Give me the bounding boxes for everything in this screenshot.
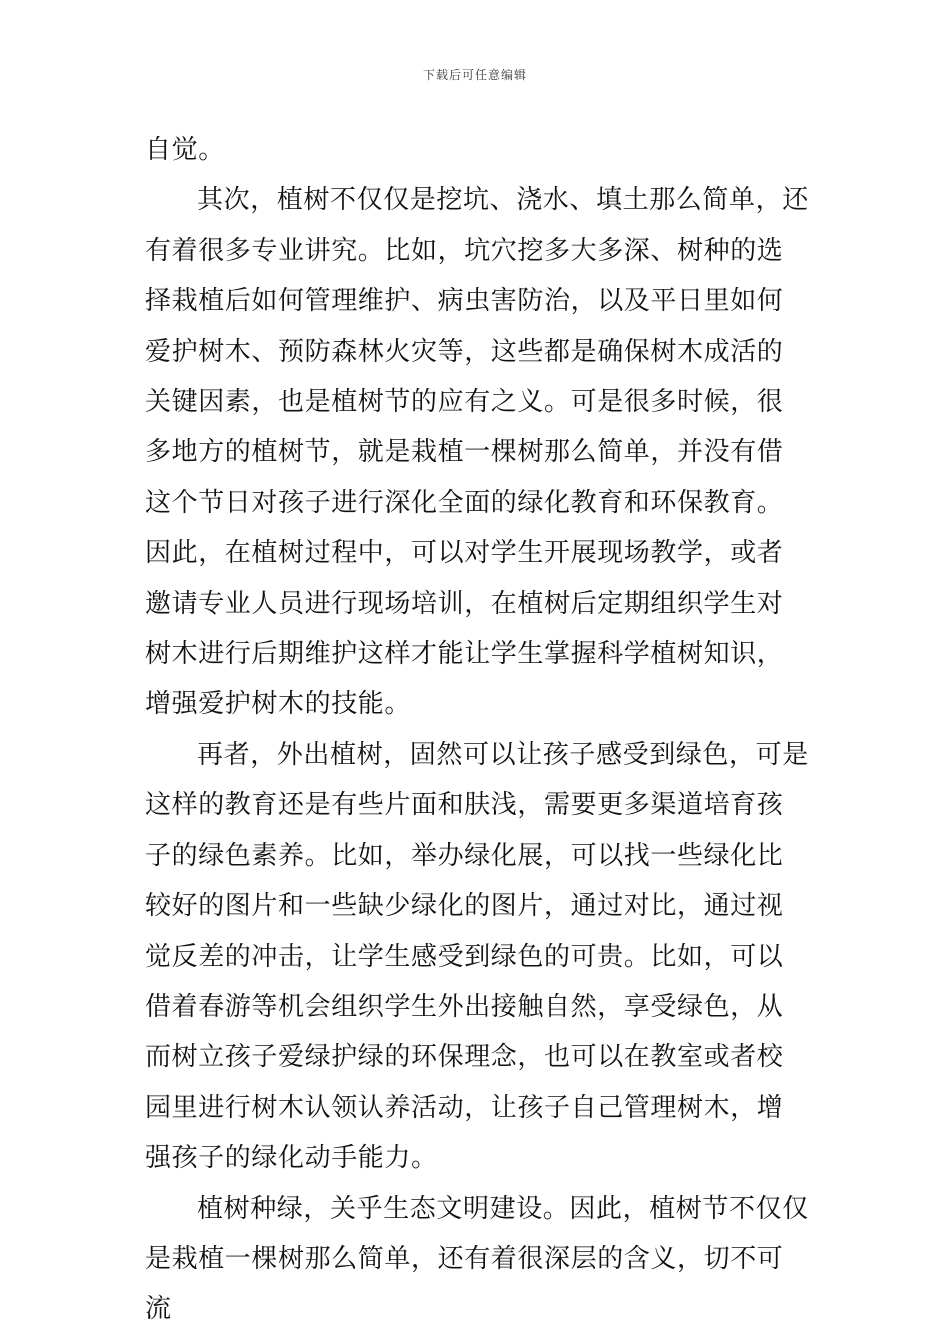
paragraph-1: 自觉。 — [145, 135, 225, 165]
document-body — [145, 125, 809, 1335]
page-header: 下载后可任意编辑 — [422, 68, 527, 82]
paragraph-4: 植树种绿，关乎生态文明建设。因此，植树节不仅仅是栽植一棵树那么简单，还有着很深层的含义，切不可流 — [145, 1193, 809, 1325]
paragraph-3: 再者，外出植树，固然可以让孩子感受到绿色，可是这样的教育还是有些片面和肤浅，需要更多渠道培育孩子的绿色素养。比如，举办绿化展，可以找一些绿化比较好的图片和一些缺少绿化的图片，通过对比，通过视觉反差的冲击，让学生感受到绿色的可贵。比如，可以借着春游等机会组织学生外出接触自然，享受绿色，从而树立孩子爱绿护绿的环保理念，也可以在教室或者校园里进行树木认领认养活动，让孩子自己管理树木，增强孩子的绿化动手能力。 — [145, 739, 809, 1174]
paragraph-2: 其次，植树不仅仅是挖坑、浇水、填土那么简单，还有着很多专业讲究。比如，坑穴挖多大多深、树种的选择栽植后如何管理维护、病虫害防治，以及平日里如何爱护树木、预防森林火灾等，这些都是确保树木成活的关键因素，也是植树节的应有之义。可是很多时候，很多地方的植树节，就是栽植一棵树那么简单，并没有借这个节日对孩子进行深化全面的绿化教育和环保教育。因此，在植树过程中，可以对学生开展现场教学，或者邀请专业人员进行现场培训，在植树后定期组织学生对树木进行后期维护这样才能让学生掌握科学植树知识，增强爱护树木的技能。 — [145, 185, 809, 720]
